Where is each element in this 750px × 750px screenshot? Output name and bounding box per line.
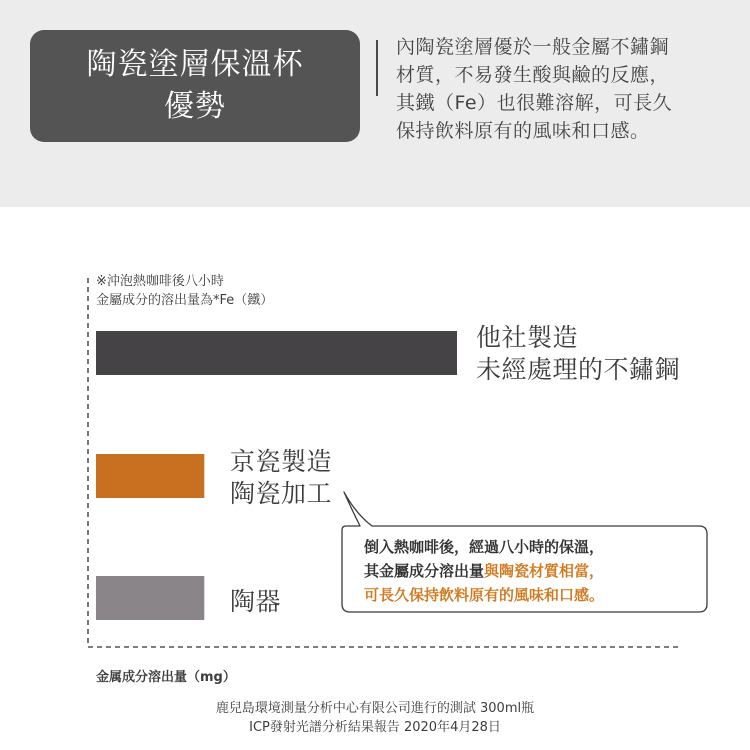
bar-label-pottery xyxy=(230,586,281,618)
bar-1 xyxy=(96,454,204,498)
bar-label-line: 未經處理的不鏽鋼 xyxy=(476,355,681,384)
chart-note-line: 金屬成分的溶出量為*Fe（鐵） xyxy=(96,293,274,308)
callout-line-2-plain: 其金屬成分溶出量 xyxy=(364,562,485,580)
callout-line-1: 倒入熱咖啡後，經過八小時的保溫， xyxy=(364,538,605,556)
description-line: 內陶瓷塗層優於一般金屬不鏽鋼 xyxy=(396,36,670,58)
callout-text xyxy=(364,535,704,607)
bar-label-line: 京瓷製造 xyxy=(230,447,333,476)
bar-0 xyxy=(96,331,457,375)
source-line-1: 鹿兒島環境測量分析中心有限公司進行的測試 300ml瓶 xyxy=(215,701,535,716)
source-line-2: ICP發射光譜分析結果報告 2020年4月28日 xyxy=(249,720,501,735)
callout-line-2 xyxy=(364,559,704,583)
bar-label-kyocera-ceramic xyxy=(230,446,332,510)
callout-line-3: 可長久保持飲料原有的風味和口感。 xyxy=(364,586,605,604)
bar-2 xyxy=(96,576,204,620)
chart-note-line: ※沖泡熱咖啡後八小時 xyxy=(96,274,224,289)
description-line: 保持飲料原有的風味和口感。 xyxy=(396,120,650,142)
description-line: 其鐵（Fe）也很難溶解，可長久 xyxy=(396,92,673,114)
description-line: 材質，不易發生酸與鹼的反應， xyxy=(396,64,670,86)
bar-label-line: 陶器 xyxy=(230,587,282,616)
bar-label-other-stainless xyxy=(476,322,680,386)
bar-label-line: 他社製造 xyxy=(476,323,579,352)
title-line-2: 優勢 xyxy=(164,89,226,124)
bar-label-line: 陶瓷加工 xyxy=(230,479,333,508)
chart-note xyxy=(96,272,273,310)
x-axis-label: 金属成分溶出量（mg） xyxy=(96,670,236,685)
callout-line-2-highlight: 與陶瓷材質相當， xyxy=(484,562,605,580)
title-line-1: 陶瓷塗層保溫杯 xyxy=(86,47,304,82)
